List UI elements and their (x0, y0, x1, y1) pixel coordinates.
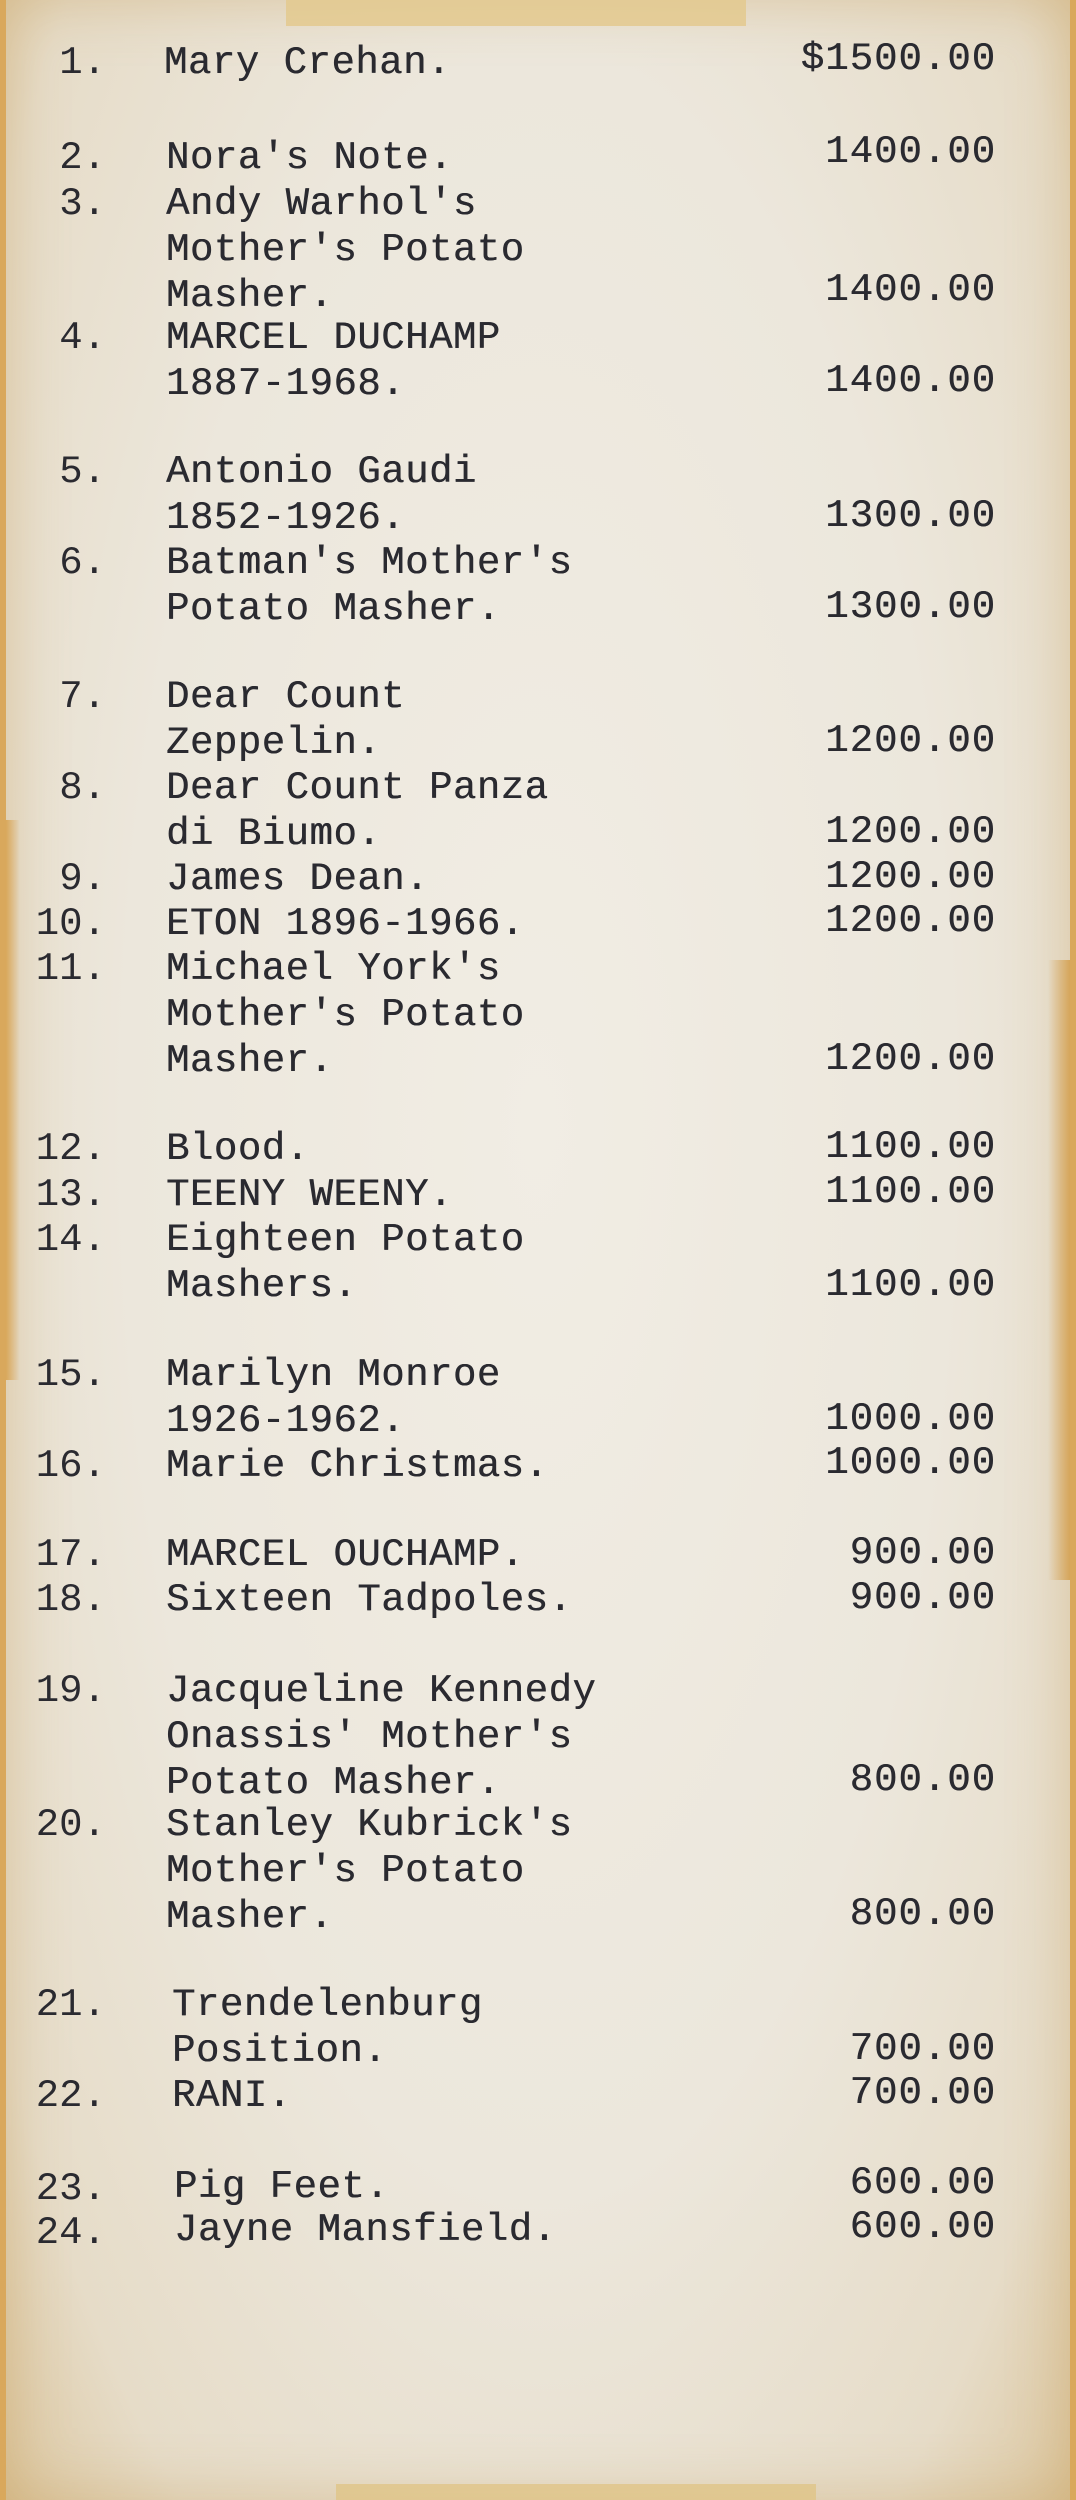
item-number: 20. (35, 1803, 106, 1847)
item-number: 14. (35, 1218, 106, 1262)
item-title: TEENY WEENY. (166, 1173, 453, 1217)
item-price: 1000.00 (825, 1441, 996, 1485)
item-title: Andy Warhol's Mother's Potato Masher. (166, 182, 525, 318)
item-number: 2. (59, 136, 106, 180)
item-title: Eighteen Potato Mashers. (166, 1218, 525, 1308)
item-price: 1400.00 (825, 130, 996, 174)
item-price: 800.00 (849, 1758, 996, 1802)
item-number: 11. (35, 947, 106, 991)
item-title: Stanley Kubrick's Mother's Potato Masher. (166, 1803, 573, 1939)
item-price: 900.00 (849, 1531, 996, 1575)
item-number: 13. (35, 1173, 106, 1217)
item-price: $1500.00 (800, 37, 996, 81)
item-number: 19. (35, 1669, 106, 1713)
item-price: 900.00 (849, 1576, 996, 1620)
item-title: Michael York's Mother's Potato Masher. (166, 947, 525, 1083)
item-number: 18. (35, 1578, 106, 1622)
item-number: 22. (35, 2074, 106, 2118)
item-number: 4. (59, 316, 106, 360)
item-price: 1200.00 (825, 899, 996, 943)
item-number: 16. (35, 1444, 106, 1488)
item-title: RANI. (172, 2074, 292, 2118)
item-title: MARCEL OUCHAMP. (166, 1533, 525, 1577)
item-price: 1100.00 (825, 1170, 996, 1214)
item-number: 21. (35, 1983, 106, 2027)
item-title: Jacqueline Kennedy Onassis' Mother's Potato Masher. (166, 1669, 597, 1805)
item-title: Nora's Note. (166, 136, 453, 180)
item-price: 1000.00 (825, 1397, 996, 1441)
item-title: MARCEL DUCHAMP 1887-1968. (166, 316, 501, 406)
item-number: 7. (59, 675, 106, 719)
item-price: 600.00 (849, 2205, 996, 2249)
item-number: 5. (59, 450, 106, 494)
item-title: Pig Feet. (174, 2165, 390, 2209)
item-price: 1100.00 (825, 1125, 996, 1169)
item-number: 23. (35, 2167, 106, 2211)
item-title: Trendelenburg Position. (172, 1983, 483, 2073)
item-number: 9. (59, 857, 106, 901)
item-number: 10. (35, 902, 106, 946)
item-title: James Dean. (166, 857, 429, 901)
item-price: 1200.00 (825, 719, 996, 763)
item-title: Marie Christmas. (166, 1444, 549, 1488)
item-price: 700.00 (849, 2071, 996, 2115)
typed-price-list-sheet (6, 0, 1070, 2500)
item-price: 1400.00 (825, 268, 996, 312)
item-price: 1200.00 (825, 855, 996, 899)
item-number: 1. (59, 41, 106, 85)
item-number: 12. (35, 1127, 106, 1171)
item-number: 6. (59, 541, 106, 585)
item-price: 1200.00 (825, 1037, 996, 1081)
item-price: 1100.00 (825, 1263, 996, 1307)
item-title: Antonio Gaudi 1852-1926. (166, 450, 477, 540)
item-title: Blood. (166, 1127, 310, 1171)
item-price: 700.00 (849, 2027, 996, 2071)
item-title: Mary Crehan. (164, 41, 451, 85)
item-price: 1300.00 (825, 585, 996, 629)
item-price: 600.00 (849, 2161, 996, 2205)
price-list (6, 0, 1070, 2500)
item-title: Sixteen Tadpoles. (166, 1578, 573, 1622)
item-number: 3. (59, 182, 106, 226)
item-price: 800.00 (849, 1892, 996, 1936)
item-number: 8. (59, 766, 106, 810)
item-price: 1400.00 (825, 359, 996, 403)
item-title: Marilyn Monroe 1926-1962. (166, 1353, 501, 1443)
item-title: Batman's Mother's Potato Masher. (166, 541, 573, 631)
item-title: ETON 1896-1966. (166, 902, 525, 946)
item-title: Dear Count Zeppelin. (166, 675, 406, 765)
item-title: Jayne Mansfield. (174, 2208, 557, 2252)
item-title: Dear Count Panza di Biumo. (166, 766, 549, 856)
item-number: 17. (35, 1533, 106, 1577)
item-number: 24. (35, 2211, 106, 2255)
item-price: 1200.00 (825, 810, 996, 854)
item-price: 1300.00 (825, 494, 996, 538)
item-number: 15. (35, 1353, 106, 1397)
